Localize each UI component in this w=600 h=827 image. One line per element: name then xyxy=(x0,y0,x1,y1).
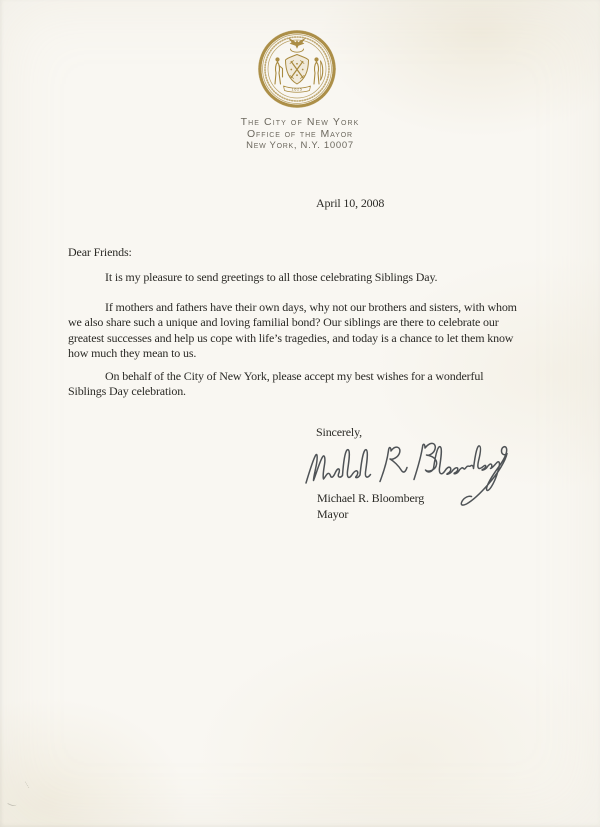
salutation: Dear Friends: xyxy=(68,245,132,259)
seal-ribbon xyxy=(284,86,311,92)
native-figure-icon xyxy=(314,57,323,84)
paragraph-line: On behalf of the City of New York, please accept my best wishes for a wonderful xyxy=(105,369,484,383)
letterhead-address-line: New York, N.Y. 10007 xyxy=(246,140,354,151)
nyc-city-seal-icon xyxy=(257,29,337,109)
letterhead-office-line: Office of the Mayor xyxy=(246,128,354,140)
letter-date: April 10, 2008 xyxy=(316,196,385,210)
paragraph-line: how much they mean to us. xyxy=(68,346,197,361)
paragraph-1 xyxy=(68,270,437,285)
windmill-shield-icon xyxy=(286,55,309,85)
sailor-figure-icon xyxy=(275,57,283,84)
signature-block xyxy=(317,491,424,522)
closing: Sincerely, xyxy=(316,425,363,439)
letterhead-city-line: The City of New York xyxy=(240,116,360,128)
paragraph-2 xyxy=(68,300,517,362)
seal-year: 1625 xyxy=(291,86,303,92)
signature-stroke-r xyxy=(380,447,407,481)
pencil-mark xyxy=(19,781,29,791)
paragraph-line: Siblings Day celebration. xyxy=(68,384,186,399)
pencil-mark xyxy=(7,798,18,807)
signature-stroke-michael xyxy=(306,450,371,483)
signer-title: Mayor xyxy=(317,506,349,521)
signer-name: Michael R. Bloomberg xyxy=(317,491,425,505)
paragraph-line: greatest successes and help us cope with life’s tragedies, and today is a chance to let them know xyxy=(68,330,514,345)
paragraph-line: It is my pleasure to send greetings to all those celebrating Siblings Day. xyxy=(105,270,438,284)
paragraph-line: If mothers and fathers have their own days, why not our brothers and sisters, with whom xyxy=(105,300,517,314)
paragraph-line: we also share such a unique and loving familial bond? Our siblings are there to celebrate our xyxy=(68,315,499,330)
paragraph-3 xyxy=(68,369,483,400)
signature-stroke-bloomberg xyxy=(414,443,507,505)
